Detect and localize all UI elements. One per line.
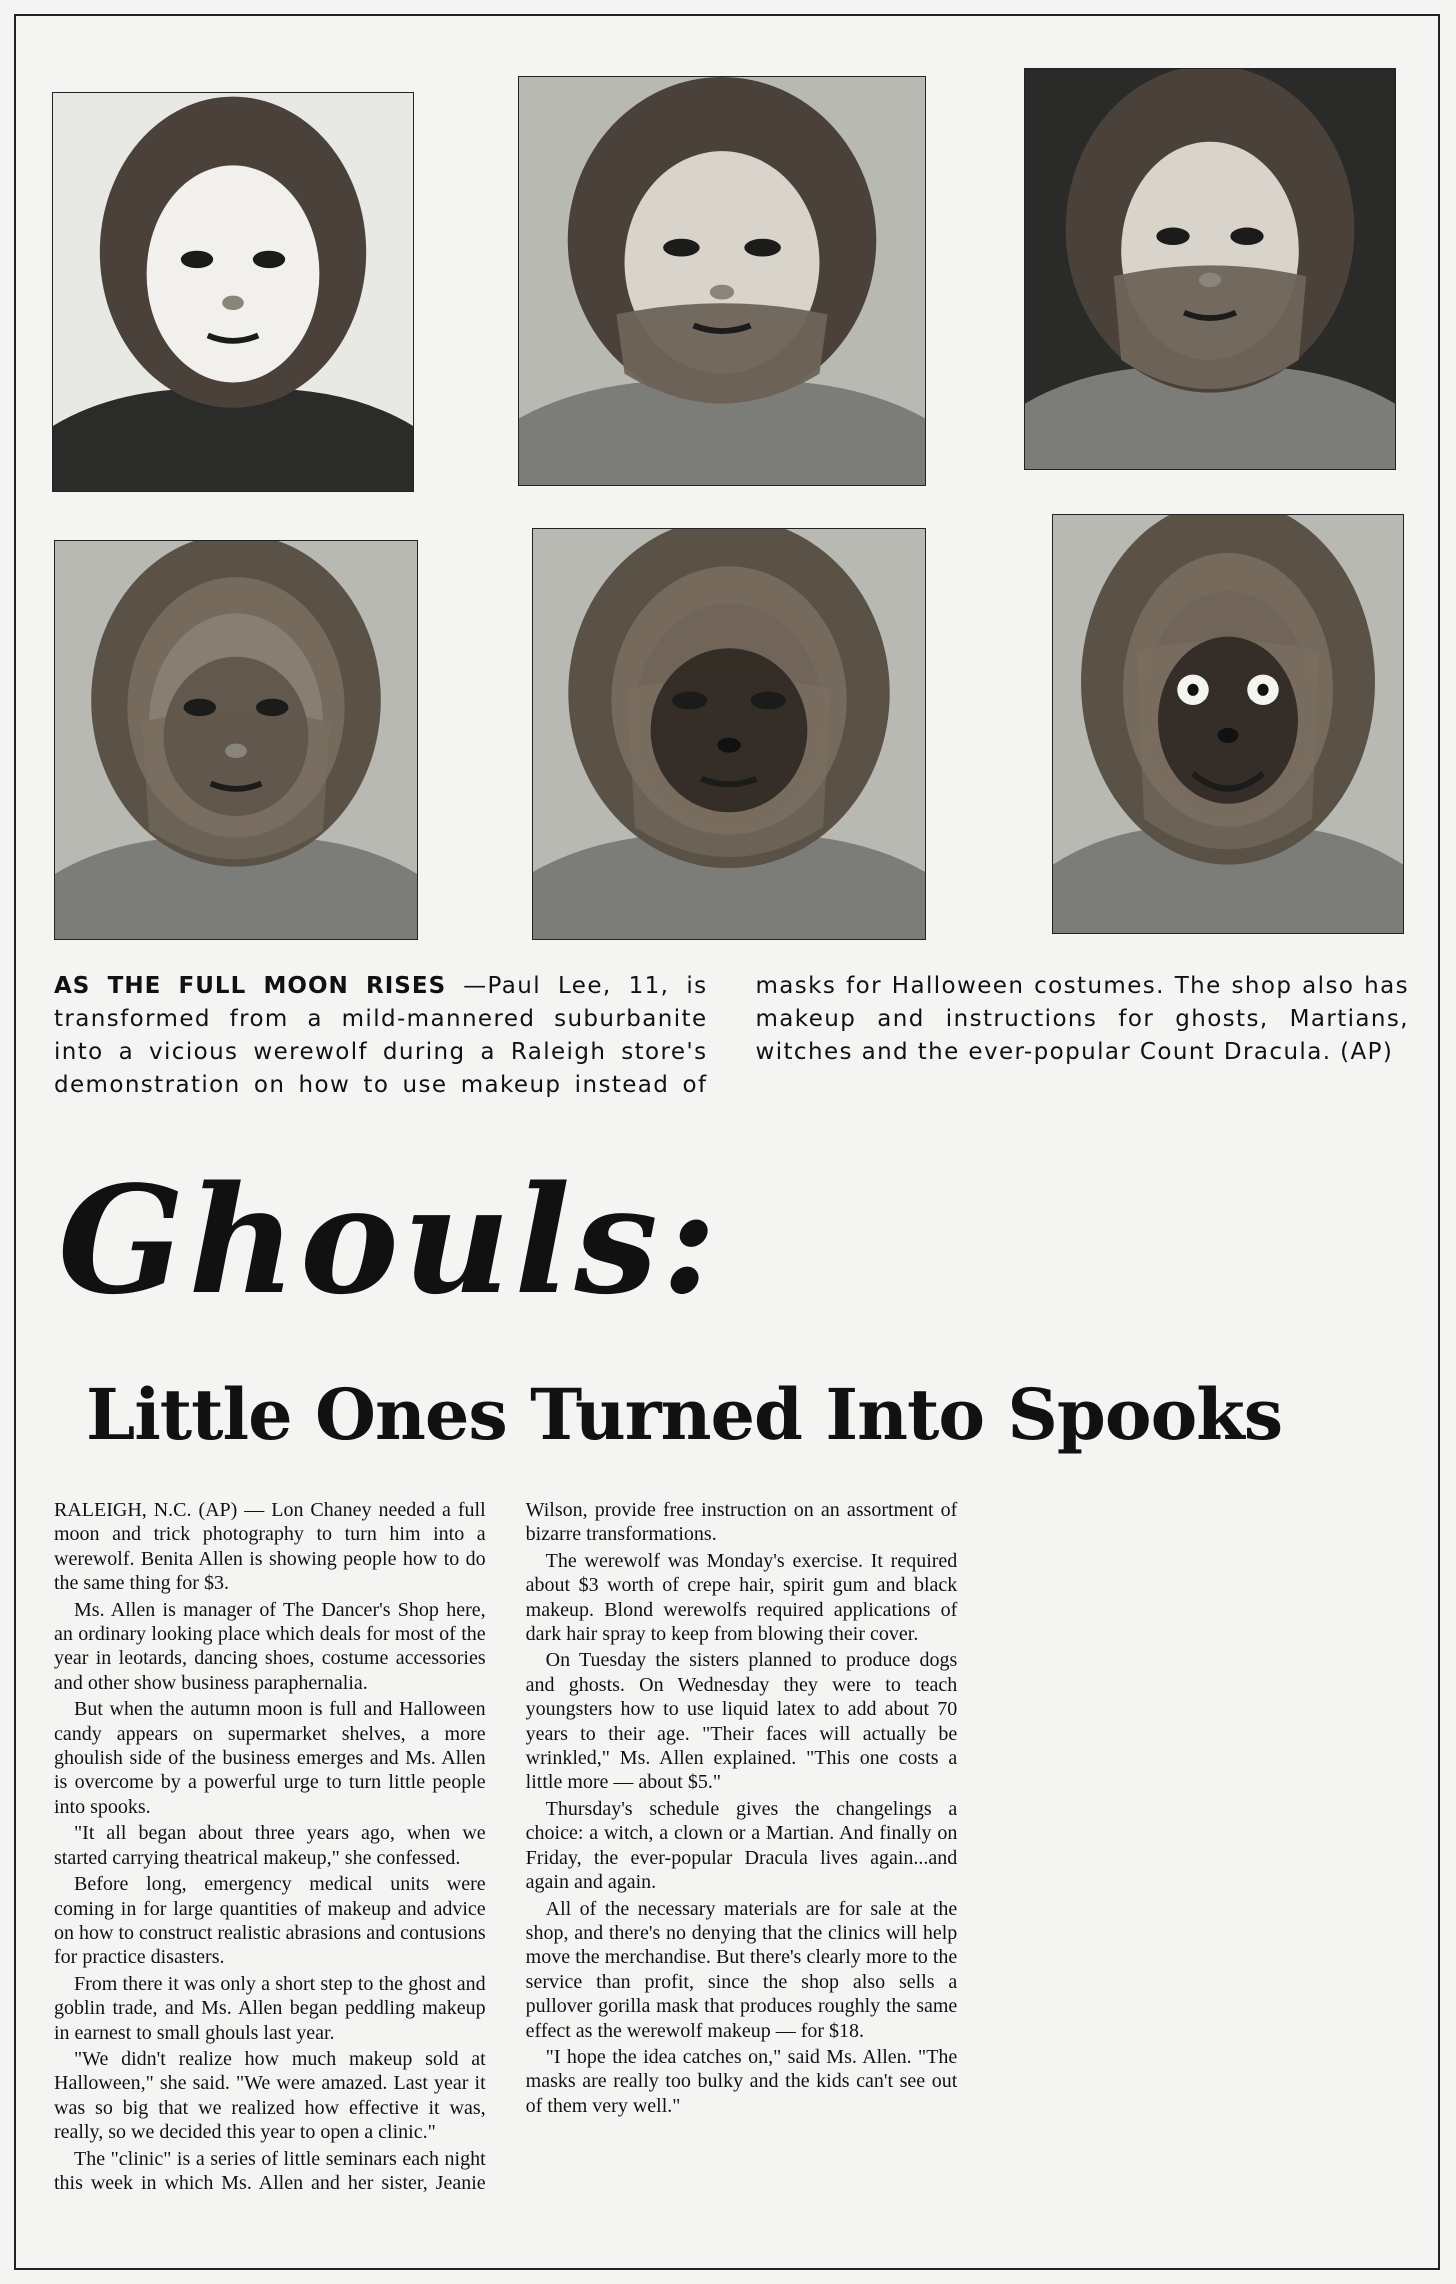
- photo-paul-lee-stage-2: [518, 76, 926, 486]
- article-paragraph: RALEIGH, N.C. (AP) — Lon Chaney needed a full moon and trick photography to turn him into a werewolf. Benita Allen is showing people how to do the same thing for $3.: [54, 1499, 486, 1595]
- photo-caption: [54, 970, 1409, 1102]
- caption-text: —Paul Lee, 11, is transformed from a mild-mannered suburbanite into a vicious werewolf during a Raleigh store's demonstration on how to use makeup instead of masks for Halloween costumes. The shop also has makeup and instructions for ghosts, Martians, witches and the ever-popular Count Dracula. (AP): [54, 973, 1409, 1098]
- photo-paul-lee-stage-5: [532, 528, 926, 940]
- article-paragraph: Thursday's schedule gives the changelings a choice: a witch, a clown or a Martian. And finally on Friday, the ever-popular Dracula lives again...and again and again.: [525, 1797, 958, 1894]
- article-paragraph: From there it was only a short step to the ghost and goblin trade, and Ms. Allen began peddling makeup in earnest to small ghouls last year.: [54, 1972, 486, 2044]
- caption-lead: AS THE FULL MOON RISES: [54, 973, 447, 999]
- article-paragraph: "It all began about three years ago, when we started carrying theatrical makeup," she confessed.: [54, 1822, 486, 1869]
- article-paragraph: On Tuesday the sisters planned to produce dogs and ghosts. On Wednesday they were to teach youngsters how to use liquid latex to add about 70 years to their age. "Their faces will actually be wrinkled," Ms. Allen explained. "This one costs a little more — about $5.": [525, 1649, 958, 1794]
- article-paragraph: The "clinic" is a series of little seminars each night this week in which Ms. Allen and her sister, Jeanie Wilson, provide free instruction on an assortment of bizarre transformations.: [54, 1499, 958, 2194]
- article-paragraph: "We didn't realize how much makeup sold at Halloween," she said. "We were amazed. Last year it was so big that we realized how effective it was, really, so we decided this year to open a clinic.": [54, 2047, 486, 2144]
- article-paragraph: Before long, emergency medical units were coming in for large quantities of makeup and advice on how to construct realistic abrasions and contusions for practice disasters.: [54, 1873, 486, 1969]
- article-paragraph: "I hope the idea catches on," said Ms. Allen. "The masks are really too bulky and the kids can't see out of them very well.": [525, 2045, 958, 2117]
- photo-paul-lee-stage-6: [1052, 514, 1404, 934]
- photo-paul-lee-stage-1: [52, 92, 414, 492]
- photo-paul-lee-stage-4: [54, 540, 418, 940]
- article-paragraph: The werewolf was Monday's exercise. It required about $3 worth of crepe hair, spirit gum and black makeup. Blond werewolfs required applications of dark hair spray to keep from blowing their cover.: [525, 1549, 958, 1646]
- article-paragraph: But when the autumn moon is full and Halloween candy appears on supermarket shelves, a more ghoulish side of the business emerges and Ms. Allen is overcome by a powerful urge to turn little people into spooks.: [54, 1698, 486, 1818]
- subheadline: Little Ones Turned Into Spooks: [86, 1373, 1283, 1456]
- headline: Ghouls:: [58, 1153, 721, 1327]
- article-paragraph: Ms. Allen is manager of The Dancer's Shop here, an ordinary looking place which deals for most of the year in leotards, dancing shoes, costume accessories and other show business paraphernalia.: [54, 1598, 486, 1694]
- article-body: [54, 1498, 1429, 2238]
- photo-paul-lee-stage-3: [1024, 68, 1396, 470]
- article-paragraph: All of the necessary materials are for sale at the shop, and there's no denying that the clinics will help move the merchandise. But there's clearly more to the service than profit, since the shop also sells a pullover gorilla mask that produces roughly the same effect as the werewolf makeup — for $18.: [525, 1897, 958, 2042]
